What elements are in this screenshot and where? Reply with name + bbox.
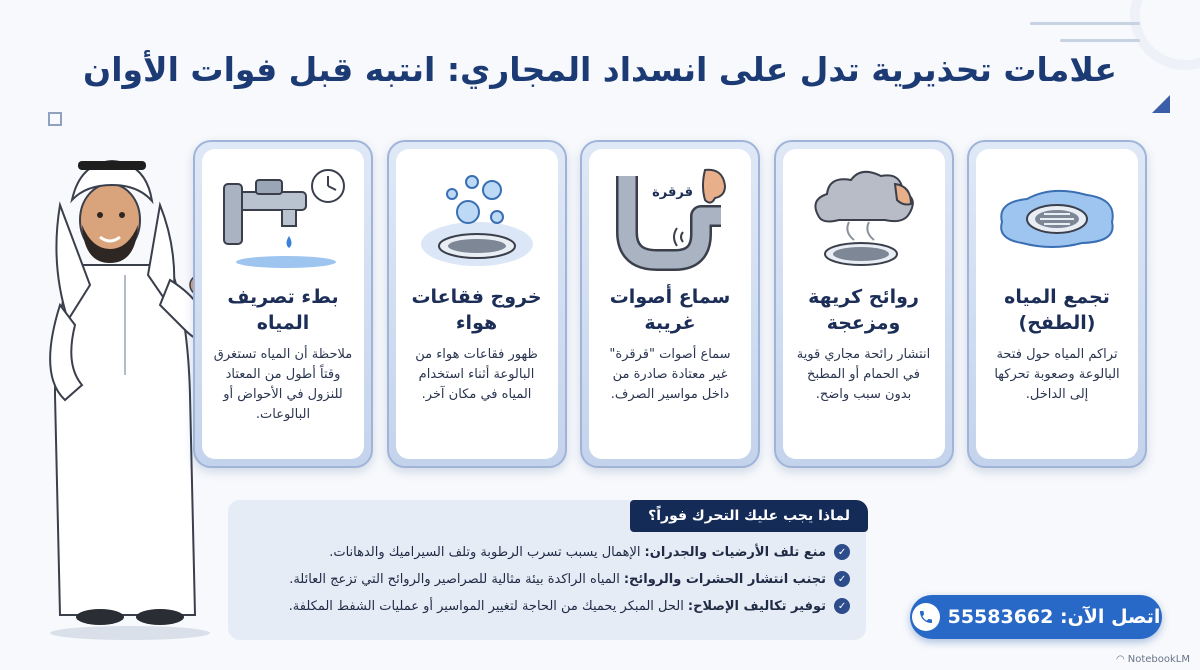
brand-watermark: ◠ NotebookLM (1116, 654, 1190, 665)
water-puddle-drain-icon (986, 157, 1128, 277)
phone-icon (912, 603, 940, 631)
call-label: اتصل الآن: 55583662 (947, 606, 1161, 628)
card-air-bubbles (387, 140, 567, 468)
card-body: تراكم المياه حول فتحة البالوعة وصعوبة تحركها إلى الداخل. (994, 347, 1120, 403)
card-title: خروج فقاعات هواء (411, 286, 542, 334)
air-bubbles-drain-icon (406, 157, 548, 277)
why-item: ✓ توفير تكاليف الإصلاح: الحل المبكر يحميك من الحاجة لتغيير المواسير أو عمليات الشفط المكلفة. (244, 598, 850, 614)
card-body: سماع أصوات "قرقرة" غير معتادة صادرة من داخل مواسير الصرف. (609, 347, 731, 403)
card-title: سماع أصوات غريبة (609, 286, 731, 334)
card-body: ظهور فقاعات هواء من البالوعة أثناء استخدام المياه في مكان آخر. (415, 347, 538, 403)
decorative-circle (1130, 0, 1200, 70)
check-icon: ✓ (834, 544, 850, 560)
check-icon: ✓ (834, 571, 850, 587)
why-item: ✓ منع تلف الأرضيات والجدران: الإهمال يسبب تسرب الرطوبة وتلف السيراميك والدهانات. (244, 544, 850, 560)
gurgling-pipe-ear-icon (599, 157, 741, 277)
card-title: روائح كريهة ومزعجة (808, 286, 919, 334)
decorative-square (48, 112, 62, 126)
why-title: لماذا يجب عليك التحرك فوراً؟ (630, 500, 868, 532)
warning-cards (193, 140, 1147, 472)
card-title: بطء تصريف المياه (227, 286, 339, 334)
why-act-now-panel (228, 500, 866, 640)
card-water-pooling (967, 140, 1147, 468)
brand-icon: ◠ (1116, 654, 1125, 665)
decorative-triangle (1152, 95, 1170, 113)
man-illustration (20, 145, 220, 645)
gurgle-label: قرقرة (652, 185, 693, 200)
smelly-drain-nose-icon (793, 157, 935, 277)
page-title: علامات تحذيرية تدل على انسداد المجاري: انتبه قبل فوات الأوان (83, 50, 1117, 89)
card-slow-drainage (193, 140, 373, 468)
card-body: انتشار رائحة مجاري قوية في الحمام أو المطبخ بدون سبب واضح. (796, 347, 931, 403)
card-strange-sounds (580, 140, 760, 468)
card-body: ملاحظة أن المياه تستغرق وقتاً أطول من المعتاد للنزول في الأحواض أو البالوعات. (213, 347, 353, 423)
card-title: تجمع المياه (الطفح) (1004, 286, 1110, 334)
card-bad-smell (774, 140, 954, 468)
slow-faucet-clock-icon (212, 157, 354, 277)
why-item: ✓ تجنب انتشار الحشرات والروائح: المياه الراكدة بيئة مثالية للصراصير والروائح التي تزعج العائلة. (244, 571, 850, 587)
call-now-button[interactable] (910, 595, 1162, 639)
check-icon: ✓ (834, 598, 850, 614)
